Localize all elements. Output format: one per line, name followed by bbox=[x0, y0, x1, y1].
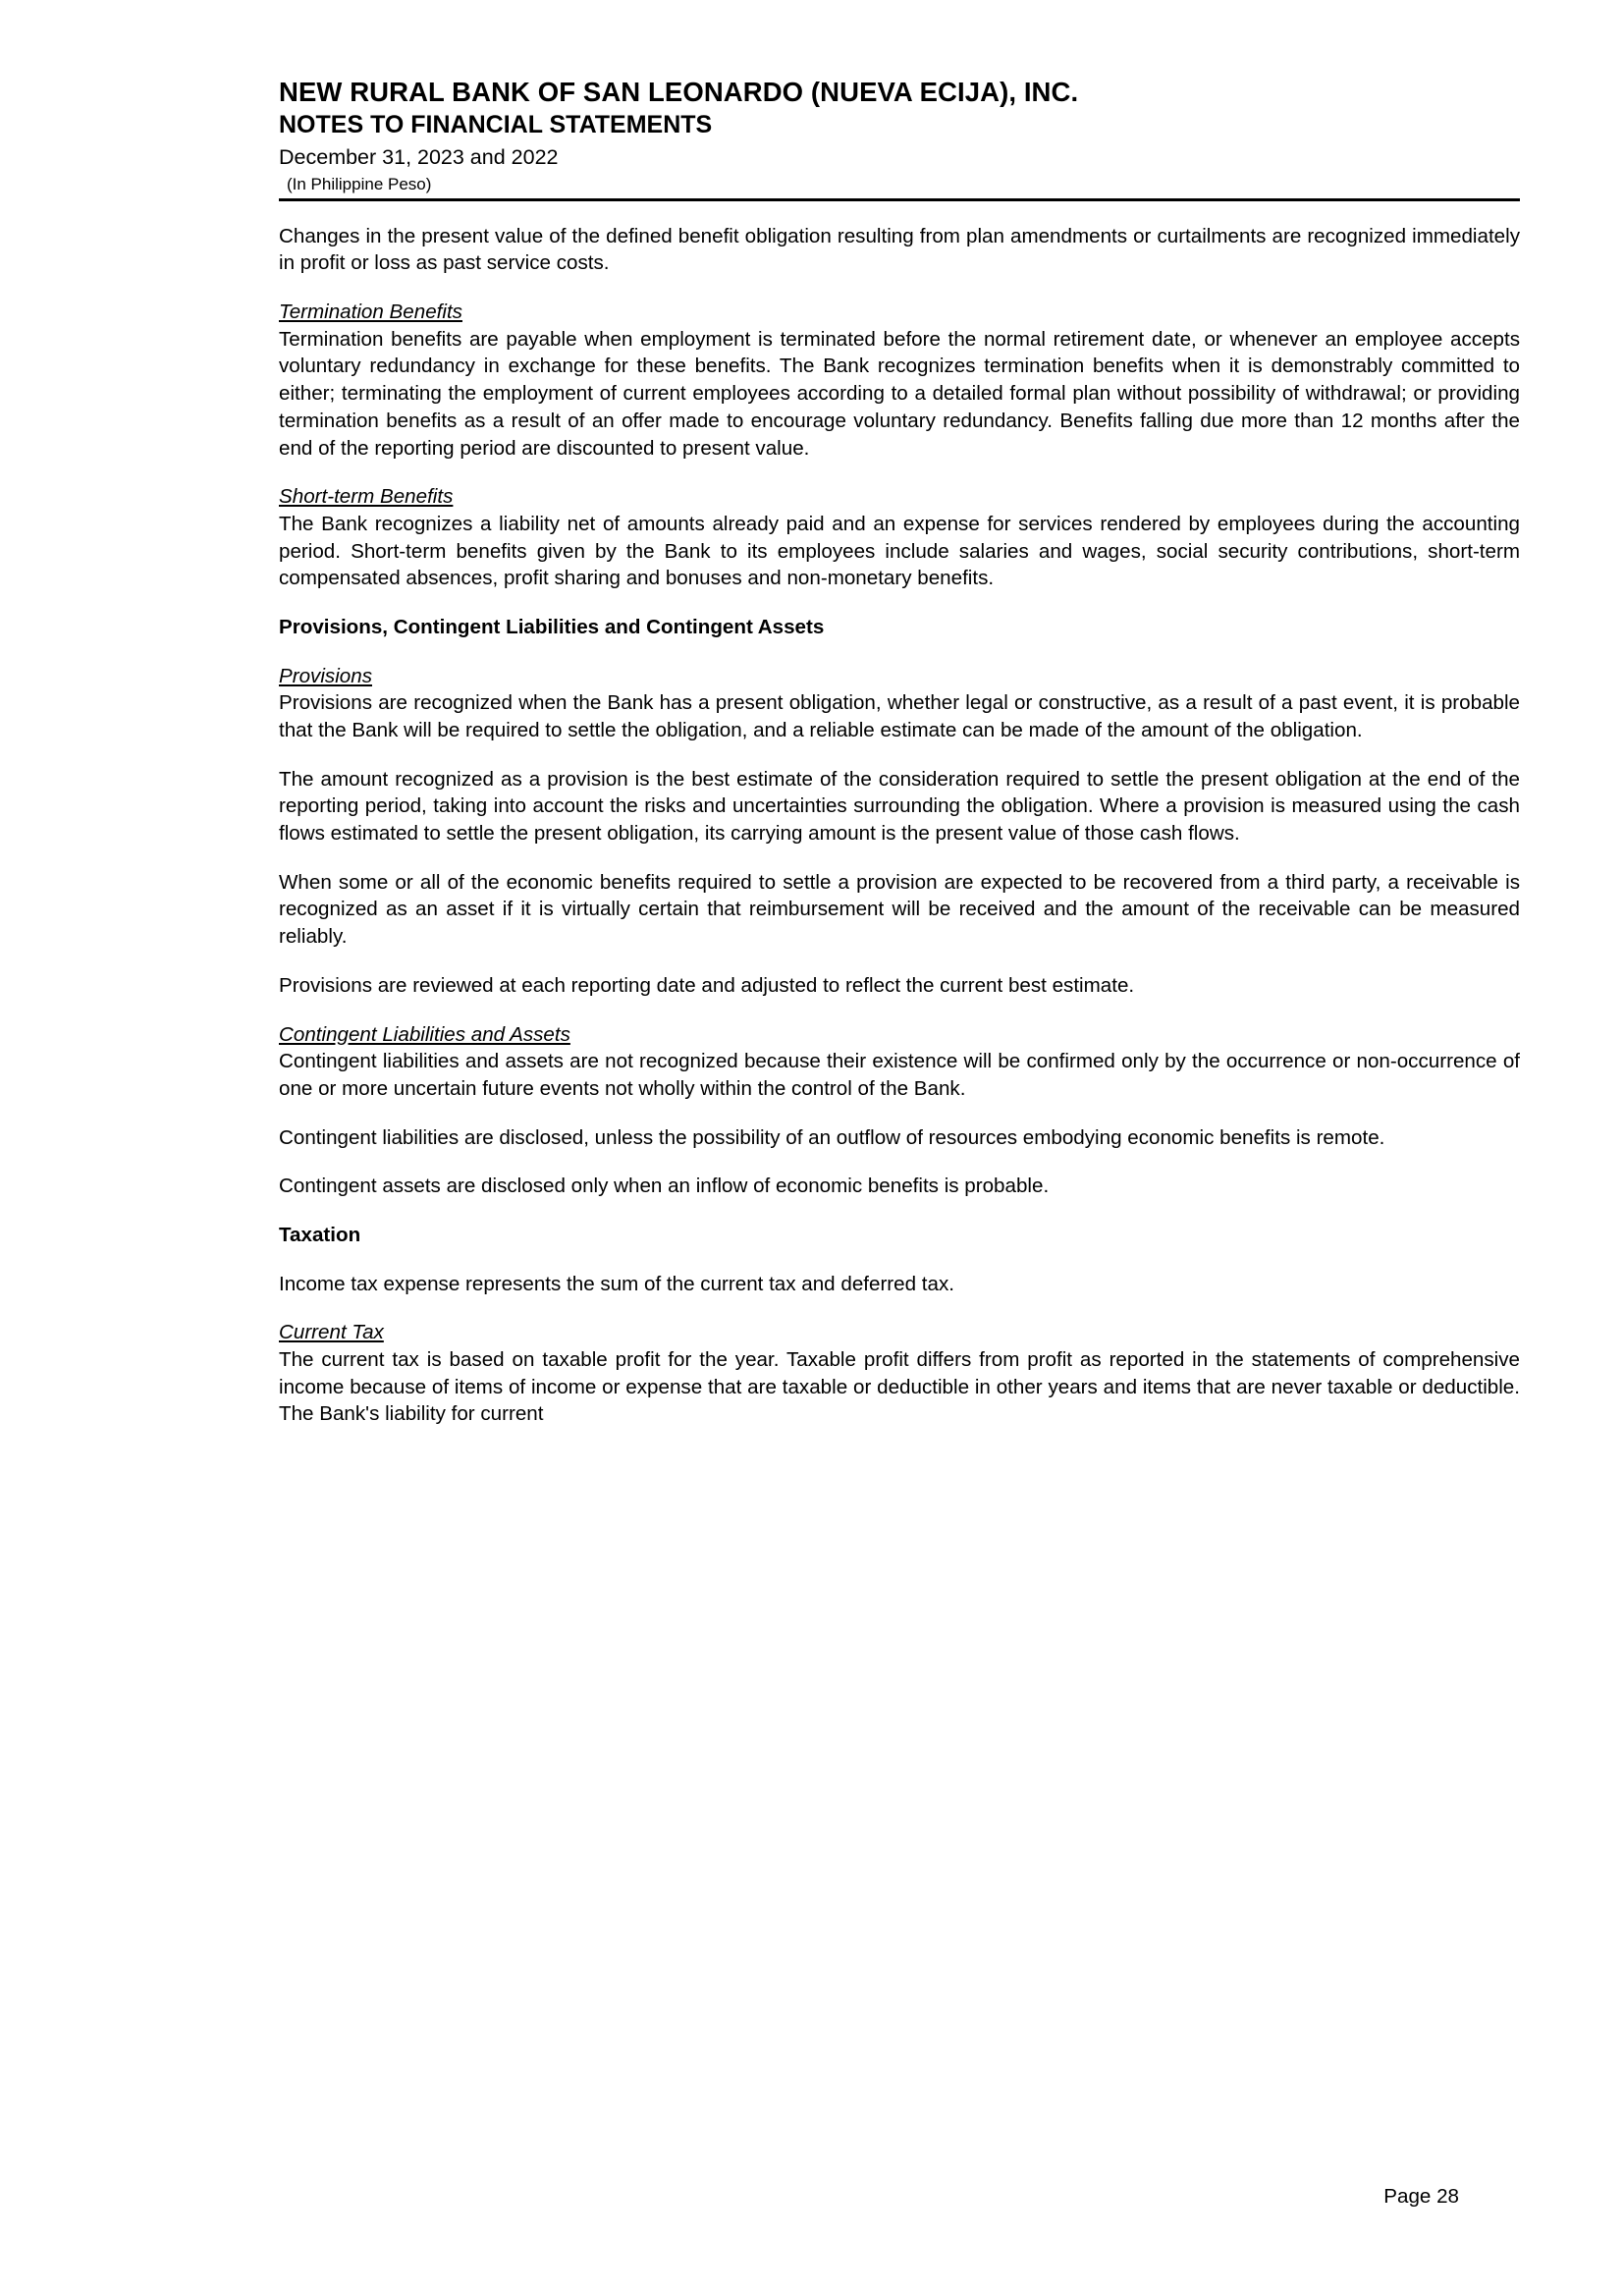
paragraph-contingent-1: Contingent liabilities and assets are not recognized because their existence will be confirmed only by the occurrence or non-occurrence of one or more uncertain future events not wholly within the control of the Bank. bbox=[279, 1050, 1520, 1100]
paragraph-provisions-3: When some or all of the economic benefits required to settle a provision are expected to be recovered from a third party, a receivable is recognized as an asset if it is virtually certain that reimbursement will be received and the amount of the receivable can be measured reliably. bbox=[279, 870, 1520, 949]
header-divider bbox=[279, 198, 1520, 201]
paragraph-provisions-2: The amount recognized as a provision is the best estimate of the consideration required to settle the present obligation at the end of the reporting period, taking into account the risks and uncertainties surrounding the obligation. Where a provision is measured using the cash flows estimated to settle the present obligation, its carrying amount is the present value of those cash flows. bbox=[279, 767, 1520, 846]
heading-short-term-benefits: Short-term Benefits bbox=[279, 485, 454, 509]
heading-current-tax: Current Tax bbox=[279, 1321, 384, 1344]
heading-provisions: Provisions bbox=[279, 664, 372, 687]
heading-termination-benefits: Termination Benefits bbox=[279, 301, 462, 324]
paragraph-taxation: Income tax expense represents the sum of the current tax and deferred tax. bbox=[279, 1272, 954, 1295]
document-title: NOTES TO FINANCIAL STATEMENTS bbox=[279, 111, 713, 139]
paragraph-provisions-1: Provisions are recognized when the Bank has a present obligation, whether legal or constructive, as a result of a past event, it is probable that the Bank will be required to settle the obligation, and a reliable estimate can be made of the amount of the obligation. bbox=[279, 691, 1520, 742]
paragraph-plan-amendments: Changes in the present value of the defined benefit obligation resulting from plan amendments or curtailments are recognized immediately in profit or loss as past service costs. bbox=[279, 224, 1520, 275]
currency-note: (In Philippine Peso) bbox=[287, 174, 432, 193]
page-footer bbox=[94, 2185, 1530, 2209]
paragraph-short-term-benefits: The Bank recognizes a liability net of amounts already paid and an expense for services rendered by employees during the accounting period. Short-term benefits given by the Bank to its employees include salaries and wages, social security contributions, short-term compensated absences, profit sharing and bonuses and non-monetary benefits. bbox=[279, 512, 1520, 590]
heading-taxation: Taxation bbox=[279, 1223, 361, 1246]
paragraph-provisions-4: Provisions are reviewed at each reporting date and adjusted to reflect the current best estimate. bbox=[279, 973, 1135, 997]
paragraph-termination-benefits: Termination benefits are payable when employment is terminated before the normal retirement date, or whenever an employee accepts voluntary redundancy in exchange for these benefits. The Bank recognizes termination benefits when it is demonstrably committed to either; terminating the employment of current employees according to a detailed formal plan without possibility of withdrawal; or providing termination benefits as a result of an offer made to encourage voluntary redundancy. Benefits falling due more than 12 months after the end of the reporting period are discounted to present value. bbox=[279, 327, 1520, 460]
bank-name: NEW RURAL BANK OF SAN LEONARDO (NUEVA ECIJA), INC. bbox=[279, 77, 1079, 107]
document-header bbox=[279, 77, 1520, 195]
heading-provisions-section: Provisions, Contingent Liabilities and Contingent Assets bbox=[279, 615, 825, 638]
paragraph-current-tax: The current tax is based on taxable profit for the year. Taxable profit differs from profit as reported in the statements of comprehensive income because of items of income or expense that are taxable or deductible in other years and items that are never taxable or deductible. The Bank's liability for current bbox=[279, 1348, 1520, 1426]
reporting-period: December 31, 2023 and 2022 bbox=[279, 144, 559, 169]
page-number: Page 28 bbox=[1383, 2185, 1459, 2208]
heading-contingent-liabilities-assets: Contingent Liabilities and Assets bbox=[279, 1022, 570, 1046]
document-body bbox=[279, 223, 1520, 1428]
paragraph-contingent-2: Contingent liabilities are disclosed, unless the possibility of an outflow of resources embodying economic benefits is remote. bbox=[279, 1125, 1385, 1149]
paragraph-contingent-3: Contingent assets are disclosed only when an inflow of economic benefits is probable. bbox=[279, 1175, 1050, 1198]
